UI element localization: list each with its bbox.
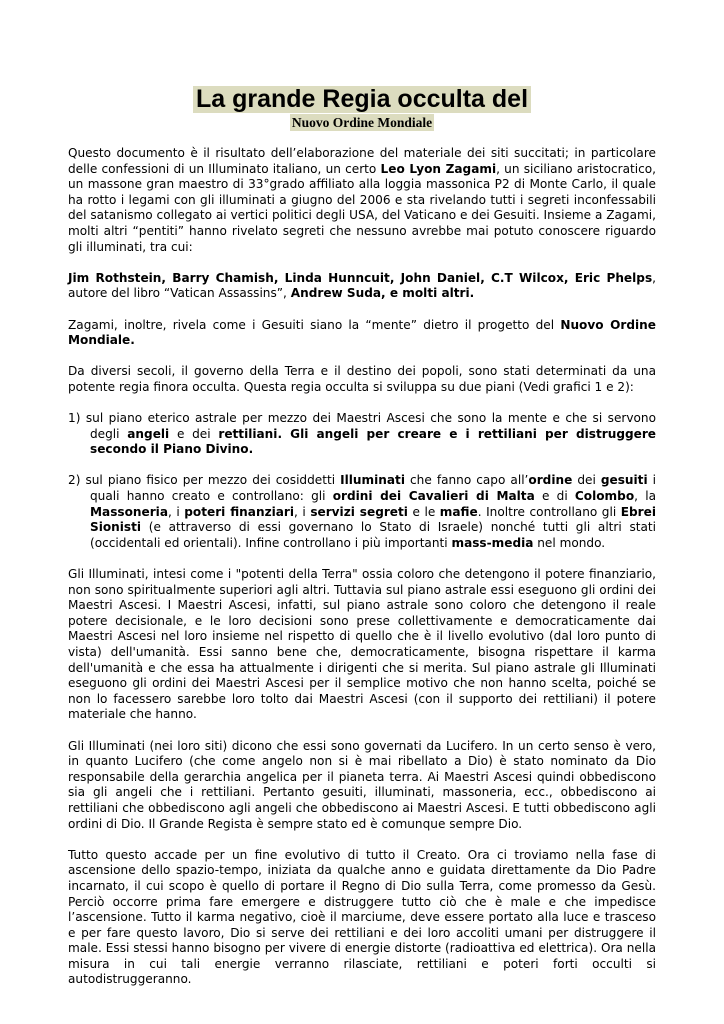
bold-text-run: mass-media	[451, 535, 534, 550]
body-paragraph	[68, 848, 656, 988]
text-run: Gli Illuminati, intesi come i "potenti della Terra" ossia coloro che detengono il potere finanziario, non sono spiritualmente superiori agli altri. Tuttavia sul piano astrale essi eseguono gli ordini dei Maestri Ascesi. I Maestri Ascesi, infatti, sul piano astrale sono coloro che detengono il reale potere decisionale, e le loro decisioni sono prese collettivamente e democraticamente dai Maestri Ascesi nel loro insieme nel rispetto di quello che è il livello evolutivo (dal loro punto di vista) dell'umanità. Essi sanno bene che, democraticamente, bisogna rispettare il karma dell'umanità e che essa ha attualmente i dirigenti che si merita. Sul piano astrale gli Illuminati eseguono gli ordini dei Maestri Ascesi per il semplice motivo che non hanno scelta, poiché se non lo facessero sarebbe loro tolto dai Maestri Ascesi (con il supporto dei rettiliani) il potere materiale che hanno.	[68, 567, 656, 722]
bold-text-run: Jim Rothstein, Barry Chamish, Linda Hunncuit, John Daniel, C.T Wilcox, Eric Phelps	[68, 270, 653, 285]
list-item-paragraph	[68, 411, 656, 458]
text-run: i quali hanno creato e controllano: gli	[90, 473, 657, 504]
text-run: (e attraverso di essi governano lo Stato di Israele) nonché tutti gli altri stati (occidentali ed orientali). Infine controllano i più importanti	[90, 520, 656, 550]
bold-text-run: Colombo	[574, 489, 635, 504]
body-paragraph	[68, 146, 656, 255]
body-paragraph	[68, 364, 656, 395]
bold-text-run: Nuovo Ordine Mondiale.	[68, 317, 656, 348]
text-run: e di	[534, 489, 575, 504]
text-run: e le	[407, 504, 440, 519]
body-paragraph	[68, 271, 656, 302]
bold-text-run: mafie	[439, 504, 478, 519]
text-run: , autore del libro “Vatican Assassins”,	[68, 270, 656, 301]
text-run: Da diversi secoli, il governo della Terra e il destino dei popoli, sono stati determinati da una potente regia finora occulta. Questa regia occulta si sviluppa su due piani (Vedi grafici 1 e 2):	[68, 364, 656, 394]
bold-text-run: ordini dei Cavalieri di Malta	[332, 489, 535, 504]
document-body	[68, 146, 656, 1004]
text-run: dei	[572, 473, 601, 488]
text-run: e dei	[169, 426, 219, 441]
document-subtitle: Nuovo Ordine Mondiale	[291, 115, 433, 130]
bold-text-run: Illuminati	[340, 473, 405, 488]
list-item-paragraph	[68, 473, 656, 551]
text-run: 2) sul piano fisico per mezzo dei cosiddetti	[68, 473, 341, 488]
bold-text-run: gesuiti	[600, 473, 648, 488]
text-run: 1) sul piano eterico astrale per mezzo dei Maestri Ascesi che sono la mente e che si servono degli	[68, 411, 656, 441]
text-run: Zagami, inoltre, rivela come i Gesuiti siano la “mente” dietro il progetto del	[68, 317, 561, 332]
text-run: Questo documento è il risultato dell’elaborazione del materiale dei siti succitati; in particolare delle confessioni di un Illuminato italiano, un certo	[68, 146, 656, 176]
body-paragraph	[68, 318, 656, 349]
bold-text-run: poteri finanziari	[184, 504, 295, 519]
body-paragraph	[68, 739, 656, 833]
bold-text-run: Massoneria	[90, 504, 168, 519]
text-run: , i	[167, 504, 185, 519]
text-run: Gli Illuminati (nei loro siti) dicono che essi sono governati da Lucifero. In un certo senso è vero, in quanto Lucifero (che come angelo non si è mai ribellato a Dio) è stato nominato da Dio responsabile della gerarchia angelica per il pianeta terra. Ai Maestri Ascesi quindi obbediscono sia gli angeli che i rettiliani. Pertanto gesuiti, illuminati, massoneria, ecc., obbediscono ai rettiliani che obbediscono agli angeli che obbediscono ai Maestri Ascesi. E tutti obbediscono agli ordini di Dio. Il Grande Regista è sempre stato ed è comunque sempre Dio.	[68, 738, 656, 831]
bold-text-run: Andrew Suda, e molti altri.	[290, 286, 475, 301]
document-title: La grande Regia occulta del	[193, 86, 531, 113]
text-run: , un siciliano aristocratico, un massone gran maestro di 33°grado affiliato alla loggia massonica P2 di Monte Carlo, il quale ha rotto i legami con gli illuminati a giugno del 2006 e sta rivelando tutti i segreti inconfessabili del satanismo collegato ai vertici politici degli USA, del Vaticano e dei Gesuiti. Insieme a Zagami, molti altri “pentiti” hanno rivelato segreti che nessuno avrebbe mai potuto conoscere riguardo gli illuminati, tra cui:	[68, 161, 656, 254]
bold-text-run: Ebrei Sionisti	[90, 504, 656, 535]
text-run: che fanno capo all’	[404, 473, 529, 488]
text-run: Tutto questo accade per un fine evolutivo di tutto il Creato. Ora ci troviamo nella fase di ascensione dello spazio-tempo, iniziata da qualche anno e guidata direttamente da Dio Padre incarnato, il cui scopo è quello di portare il Regno di Dio sulla Terra, come promesso da Gesù. Perciò occorre prima fare emergere e distruggere tutto ciò che è male e che impedisce l’ascensione. Tutto il karma negativo, cioè il marciume, deve essere portato alla luce e trasceso e per fare questo lavoro, Dio si serve dei rettiliani e dei loro accoliti umani per distruggere il male. Essi stessi hanno bisogno per vivere di energie distorte (radioattiva ed elettrica). Ora nella misura in cui tali energie verranno rilasciate, rettiliani e poteri forti occulti si autodistruggeranno.	[68, 847, 656, 987]
body-paragraph	[68, 567, 656, 723]
bold-text-run: servizi segreti	[310, 504, 408, 519]
bold-text-run: rettiliani. Gli angeli per creare e i rettiliani per distruggere secondo il Piano Divino.	[90, 426, 656, 457]
title-row	[0, 86, 724, 113]
text-run: , la	[634, 489, 656, 504]
subtitle-row	[0, 112, 724, 131]
text-run: nel mondo.	[533, 535, 606, 550]
text-run: . Inoltre controllano gli	[477, 504, 621, 519]
bold-text-run: ordine	[528, 473, 573, 488]
bold-text-run: angeli	[127, 426, 170, 441]
bold-text-run: Leo Lyon Zagami	[380, 161, 497, 176]
text-run: , i	[294, 504, 311, 519]
